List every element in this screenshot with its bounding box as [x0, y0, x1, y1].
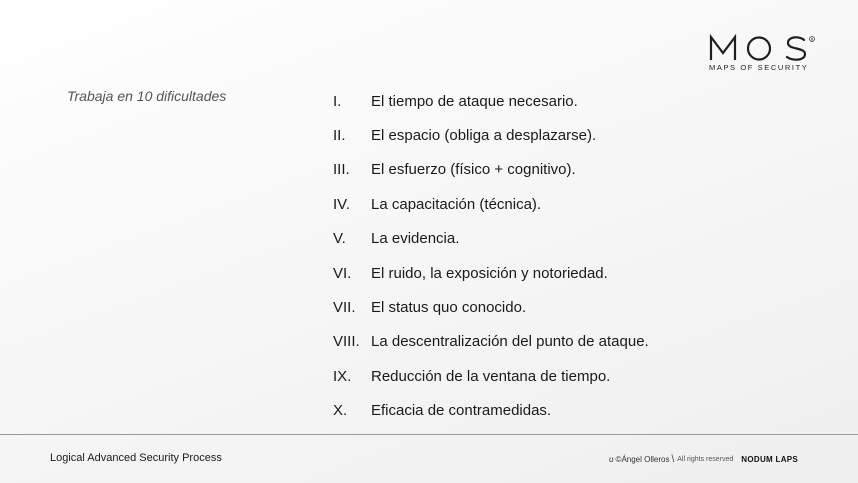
list-item-text: El tiempo de ataque necesario.	[371, 92, 578, 110]
list-item	[333, 222, 649, 256]
svg-text:R: R	[810, 37, 814, 42]
mos-wordmark-icon	[708, 33, 816, 63]
list-item-numeral: IV.	[333, 195, 350, 213]
company-name: NODUM LAPS	[741, 455, 799, 464]
list-item-numeral: VI.	[333, 264, 352, 282]
list-item-numeral: VIII.	[333, 333, 360, 351]
list-item-text: La evidencia.	[371, 230, 460, 248]
list-item	[333, 153, 649, 187]
list-item	[333, 325, 649, 359]
logo-tagline: MAPS OF SECURITY	[709, 63, 809, 72]
list-item-text: El esfuerzo (físico + cognitivo).	[371, 161, 576, 179]
list-item-numeral: II.	[333, 127, 346, 145]
list-item-text: La capacitación (técnica).	[371, 195, 542, 213]
list-item	[333, 84, 649, 118]
list-item-text: El status quo conocido.	[371, 299, 527, 317]
slide-subtitle: Trabaja en 10 dificultades	[67, 88, 227, 104]
separator-slash: \	[671, 454, 675, 465]
list-item-numeral: I.	[333, 92, 342, 110]
list-item	[333, 118, 649, 152]
list-item-text: Eficacia de contramedidas.	[371, 402, 552, 420]
list-item-text: El ruido, la exposición y notoriedad.	[371, 264, 608, 282]
list-item-text: El espacio (obliga a desplazarse).	[371, 127, 597, 145]
list-item	[333, 290, 649, 324]
list-item-text: Reducción de la ventana de tiempo.	[371, 367, 611, 385]
mos-logo	[708, 33, 816, 75]
list-item-numeral: VII.	[333, 299, 356, 317]
copyright-text: ©Ángel Olleros	[615, 455, 670, 464]
footer-credits	[609, 454, 798, 465]
rights-text: All rights reserved	[677, 456, 734, 463]
list-item-numeral: III.	[333, 161, 350, 179]
list-item	[333, 359, 649, 393]
list-item-numeral: IX.	[333, 367, 352, 385]
list-item	[333, 187, 649, 221]
list-item-text: La descentralización del punto de ataque.	[371, 333, 649, 351]
difficulties-list	[333, 84, 649, 428]
footer-divider	[0, 434, 858, 435]
brand-mark-icon: ʊ	[609, 455, 614, 464]
footer-title: Logical Advanced Security Process	[50, 452, 222, 464]
list-item	[333, 256, 649, 290]
list-item-numeral: X.	[333, 402, 348, 420]
list-item	[333, 394, 649, 428]
list-item-numeral: V.	[333, 230, 346, 248]
